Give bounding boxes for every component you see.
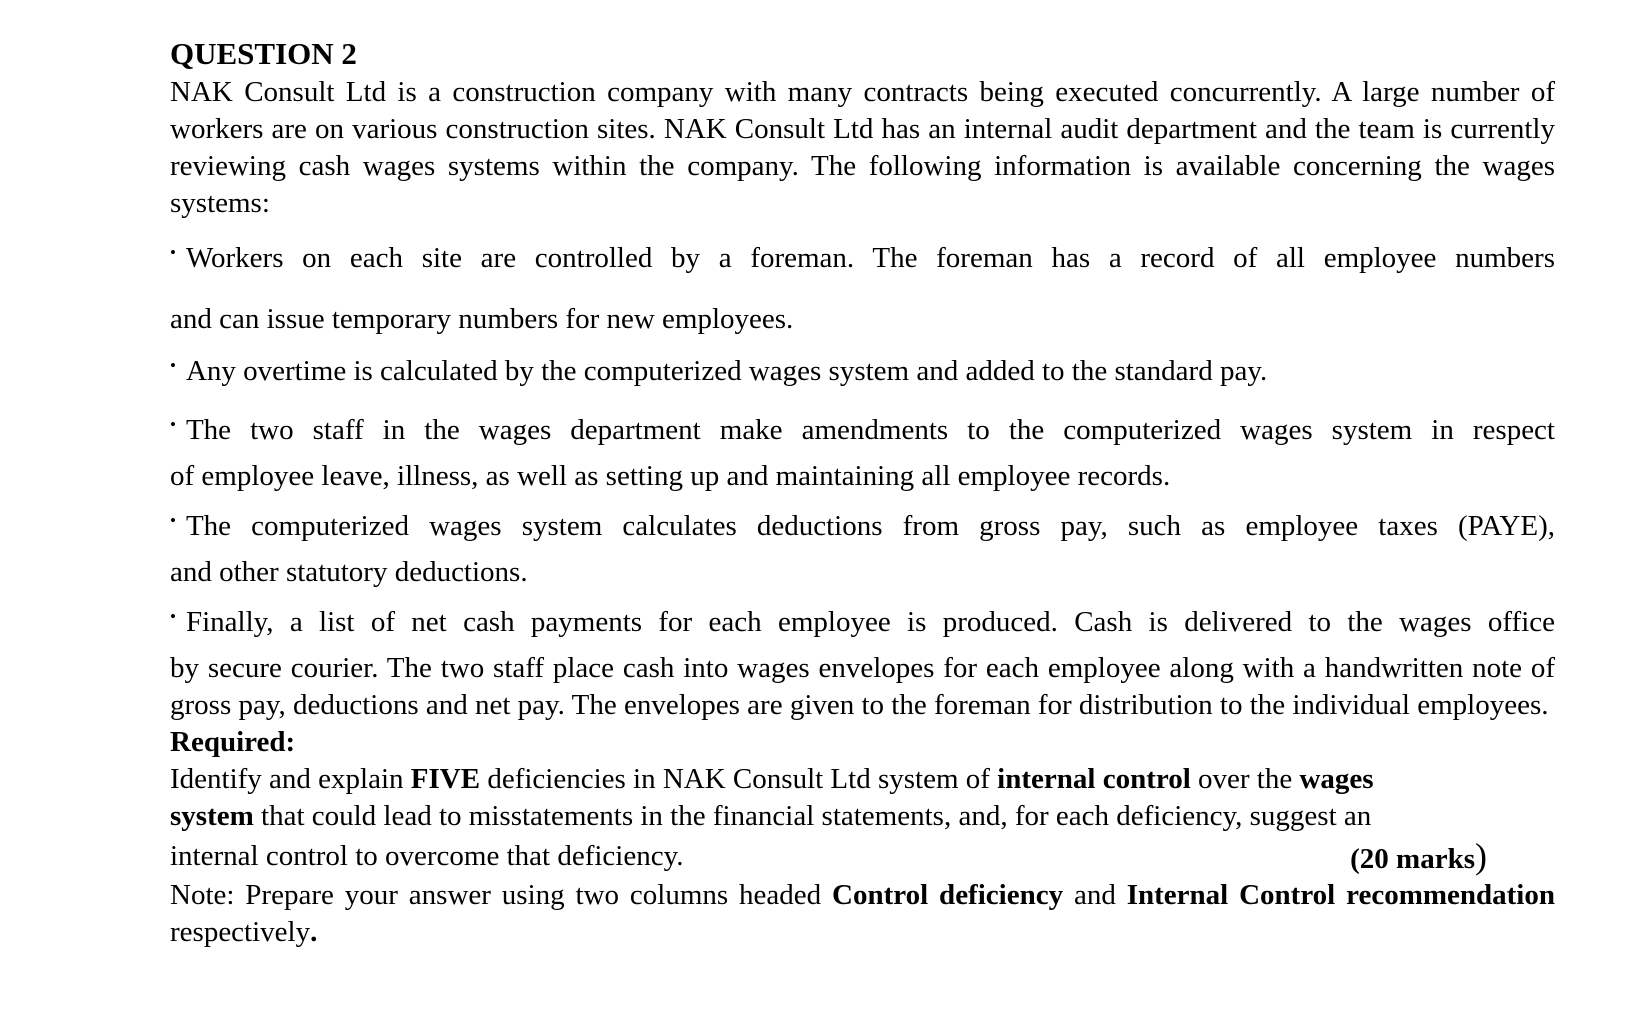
bullet-5-first-line <box>170 598 1555 641</box>
bullet-2-text: Any overtime is calculated by the computerized wages system and added to the standard pay. <box>185 355 1268 387</box>
bullet-4 <box>170 502 1555 591</box>
marks-allocation <box>1350 838 1487 878</box>
bullet-1-text: Workers on each site are controlled by a foreman. The foreman has a record of all employee numbers <box>185 242 1555 274</box>
required-text-part: internal control to overcome that deficiency. <box>170 840 684 872</box>
bullet-marker: • <box>170 356 176 375</box>
bullet-2-line <box>170 347 1555 390</box>
bullet-3 <box>170 406 1555 495</box>
bullet-3-first-line <box>170 406 1555 449</box>
required-emphasis-five: FIVE <box>410 763 481 795</box>
bullet-3-continuation: of employee leave, illness, as well as setting up and maintaining all employee records. <box>170 460 1171 492</box>
required-text-part: over the <box>1190 763 1300 795</box>
bullet-marker: • <box>170 415 176 434</box>
bullet-marker: • <box>170 243 176 262</box>
note-text-part: and <box>1063 879 1127 911</box>
bullet-5-continuation: by secure courier. The two staff place cash into wages envelopes for each employee along with a handwritten note of gross pay, deductions and net pay. The envelopes are given to the foreman for distribution to the individual employees. <box>170 652 1555 721</box>
bullet-4-text: The computerized wages system calculates deductions from gross pay, such as employee taxes (PAYE), <box>185 510 1555 542</box>
question-title: QUESTION 2 <box>170 36 357 71</box>
note-emphasis-control-deficiency: Control deficiency <box>832 879 1064 911</box>
required-text-part: deficiencies in NAK Consult Ltd system of <box>480 763 998 795</box>
bullet-4-continuation: and other statutory deductions. <box>170 556 528 588</box>
bullet-5 <box>170 598 1555 724</box>
required-text-part: Identify and explain <box>170 763 411 795</box>
bullet-4-first-line <box>170 502 1555 545</box>
required-text-part: that could lead to misstatements in the financial statements, and, for each deficiency, suggest an <box>253 800 1372 832</box>
bullet-1 <box>170 234 1555 338</box>
required-emphasis-wages: wages <box>1299 763 1374 795</box>
question-document <box>170 34 1555 951</box>
note-final-period: . <box>310 916 318 948</box>
required-emphasis-internal-control: internal control <box>997 763 1191 795</box>
required-text <box>170 761 1555 835</box>
note-paragraph <box>170 877 1555 951</box>
required-heading: Required: <box>170 726 296 758</box>
bullet-3-text: The two staff in the wages department make amendments to the computerized wages system in respect <box>185 414 1555 446</box>
bullet-1-first-line <box>170 234 1555 277</box>
marks-label: (20 marks <box>1350 843 1475 875</box>
bullet-2 <box>170 347 1555 390</box>
note-emphasis-internal-control-recommendation: Internal Control recommendation <box>1126 879 1555 911</box>
marks-close-paren: ) <box>1475 836 1487 876</box>
bullet-marker: • <box>170 511 176 530</box>
required-emphasis-system: system <box>170 800 254 832</box>
note-text-part: respectively <box>170 916 311 948</box>
bullet-1-continuation: and can issue temporary numbers for new employees. <box>170 303 794 335</box>
intro-paragraph: NAK Consult Ltd is a construction company with many contracts being executed concurrently. A large number of workers are on various construction sites. NAK Consult Ltd has an internal audit department and the team is currently reviewing cash wages systems within the company. The following information is available concerning the wages systems: <box>170 76 1555 219</box>
required-last-line <box>170 838 1555 875</box>
note-text-part: Note: Prepare your answer using two columns headed <box>170 879 833 911</box>
bullet-marker: • <box>170 607 176 626</box>
bullet-5-text: Finally, a list of net cash payments for each employee is produced. Cash is delivered to the wages office <box>185 606 1555 638</box>
